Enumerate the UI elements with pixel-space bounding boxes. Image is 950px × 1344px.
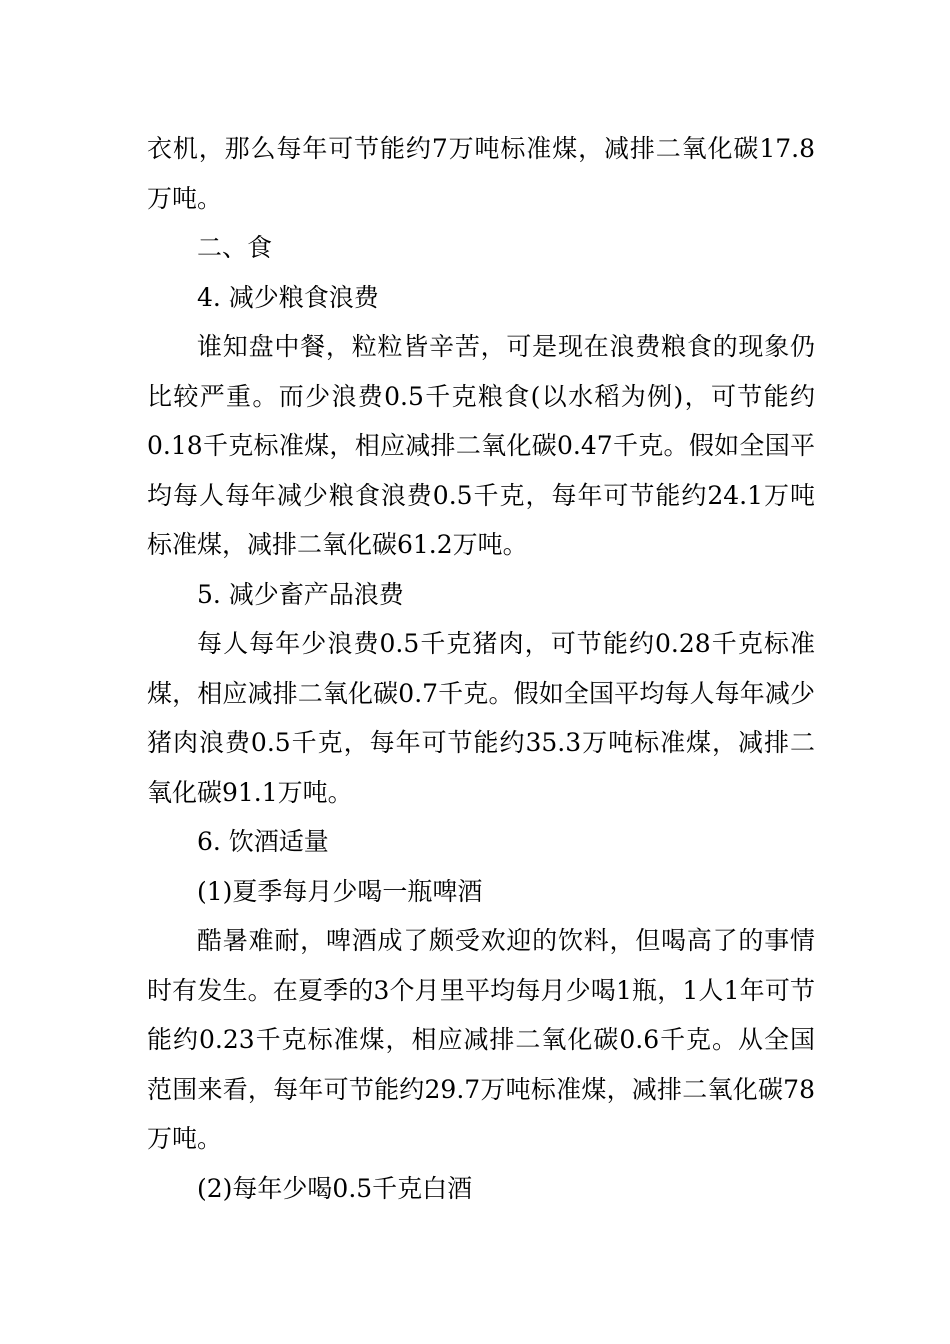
paragraph-beer: 酷暑难耐，啤酒成了颇受欢迎的饮料，但喝高了的事情时有发生。在夏季的3个月里平均每月少喝1瓶，1人1年可节能约0.23千克标准煤，相应减排二氧化碳0.6千克。从全国范围来看，每年可节能约29.7万吨标准煤，减排二氧化碳78万吨。 <box>147 926 815 1153</box>
subitem-heading-2: (2)每年少喝0.5千克白酒 <box>197 1173 473 1203</box>
paragraph-continuation: 衣机，那么每年可节能约7万吨标准煤，减排二氧化碳17.8万吨。 <box>147 134 815 213</box>
paragraph-grain-waste: 谁知盘中餐，粒粒皆辛苦，可是现在浪费粮食的现象仍比较严重。而少浪费0.5千克粮食(以水稻为例)，可节能约0.18千克标准煤，相应减排二氧化碳0.47千克。假如全国平均每人每年减少粮食浪费0.5千克，每年可节能约24.1万吨标准煤，减排二氧化碳61.2万吨。 <box>147 332 815 559</box>
item-heading-6: 6. 饮酒适量 <box>197 827 329 856</box>
subitem-heading-1: (1)夏季每月少喝一瓶啤酒 <box>197 876 483 906</box>
section-heading-food: 二、食 <box>197 233 273 262</box>
item-heading-5: 5. 减少畜产品浪费 <box>197 579 404 609</box>
item-heading-4: 4. 减少粮食浪费 <box>197 282 379 312</box>
paragraph-pork-waste: 每人每年少浪费0.5千克猪肉，可节能约0.28千克标准煤，相应减排二氧化碳0.7千克。假如全国平均每人每年减少猪肉浪费0.5千克，每年可节能约35.3万吨标准煤，减排二氧化碳91.1万吨。 <box>147 629 815 807</box>
document-body <box>147 124 815 1213</box>
